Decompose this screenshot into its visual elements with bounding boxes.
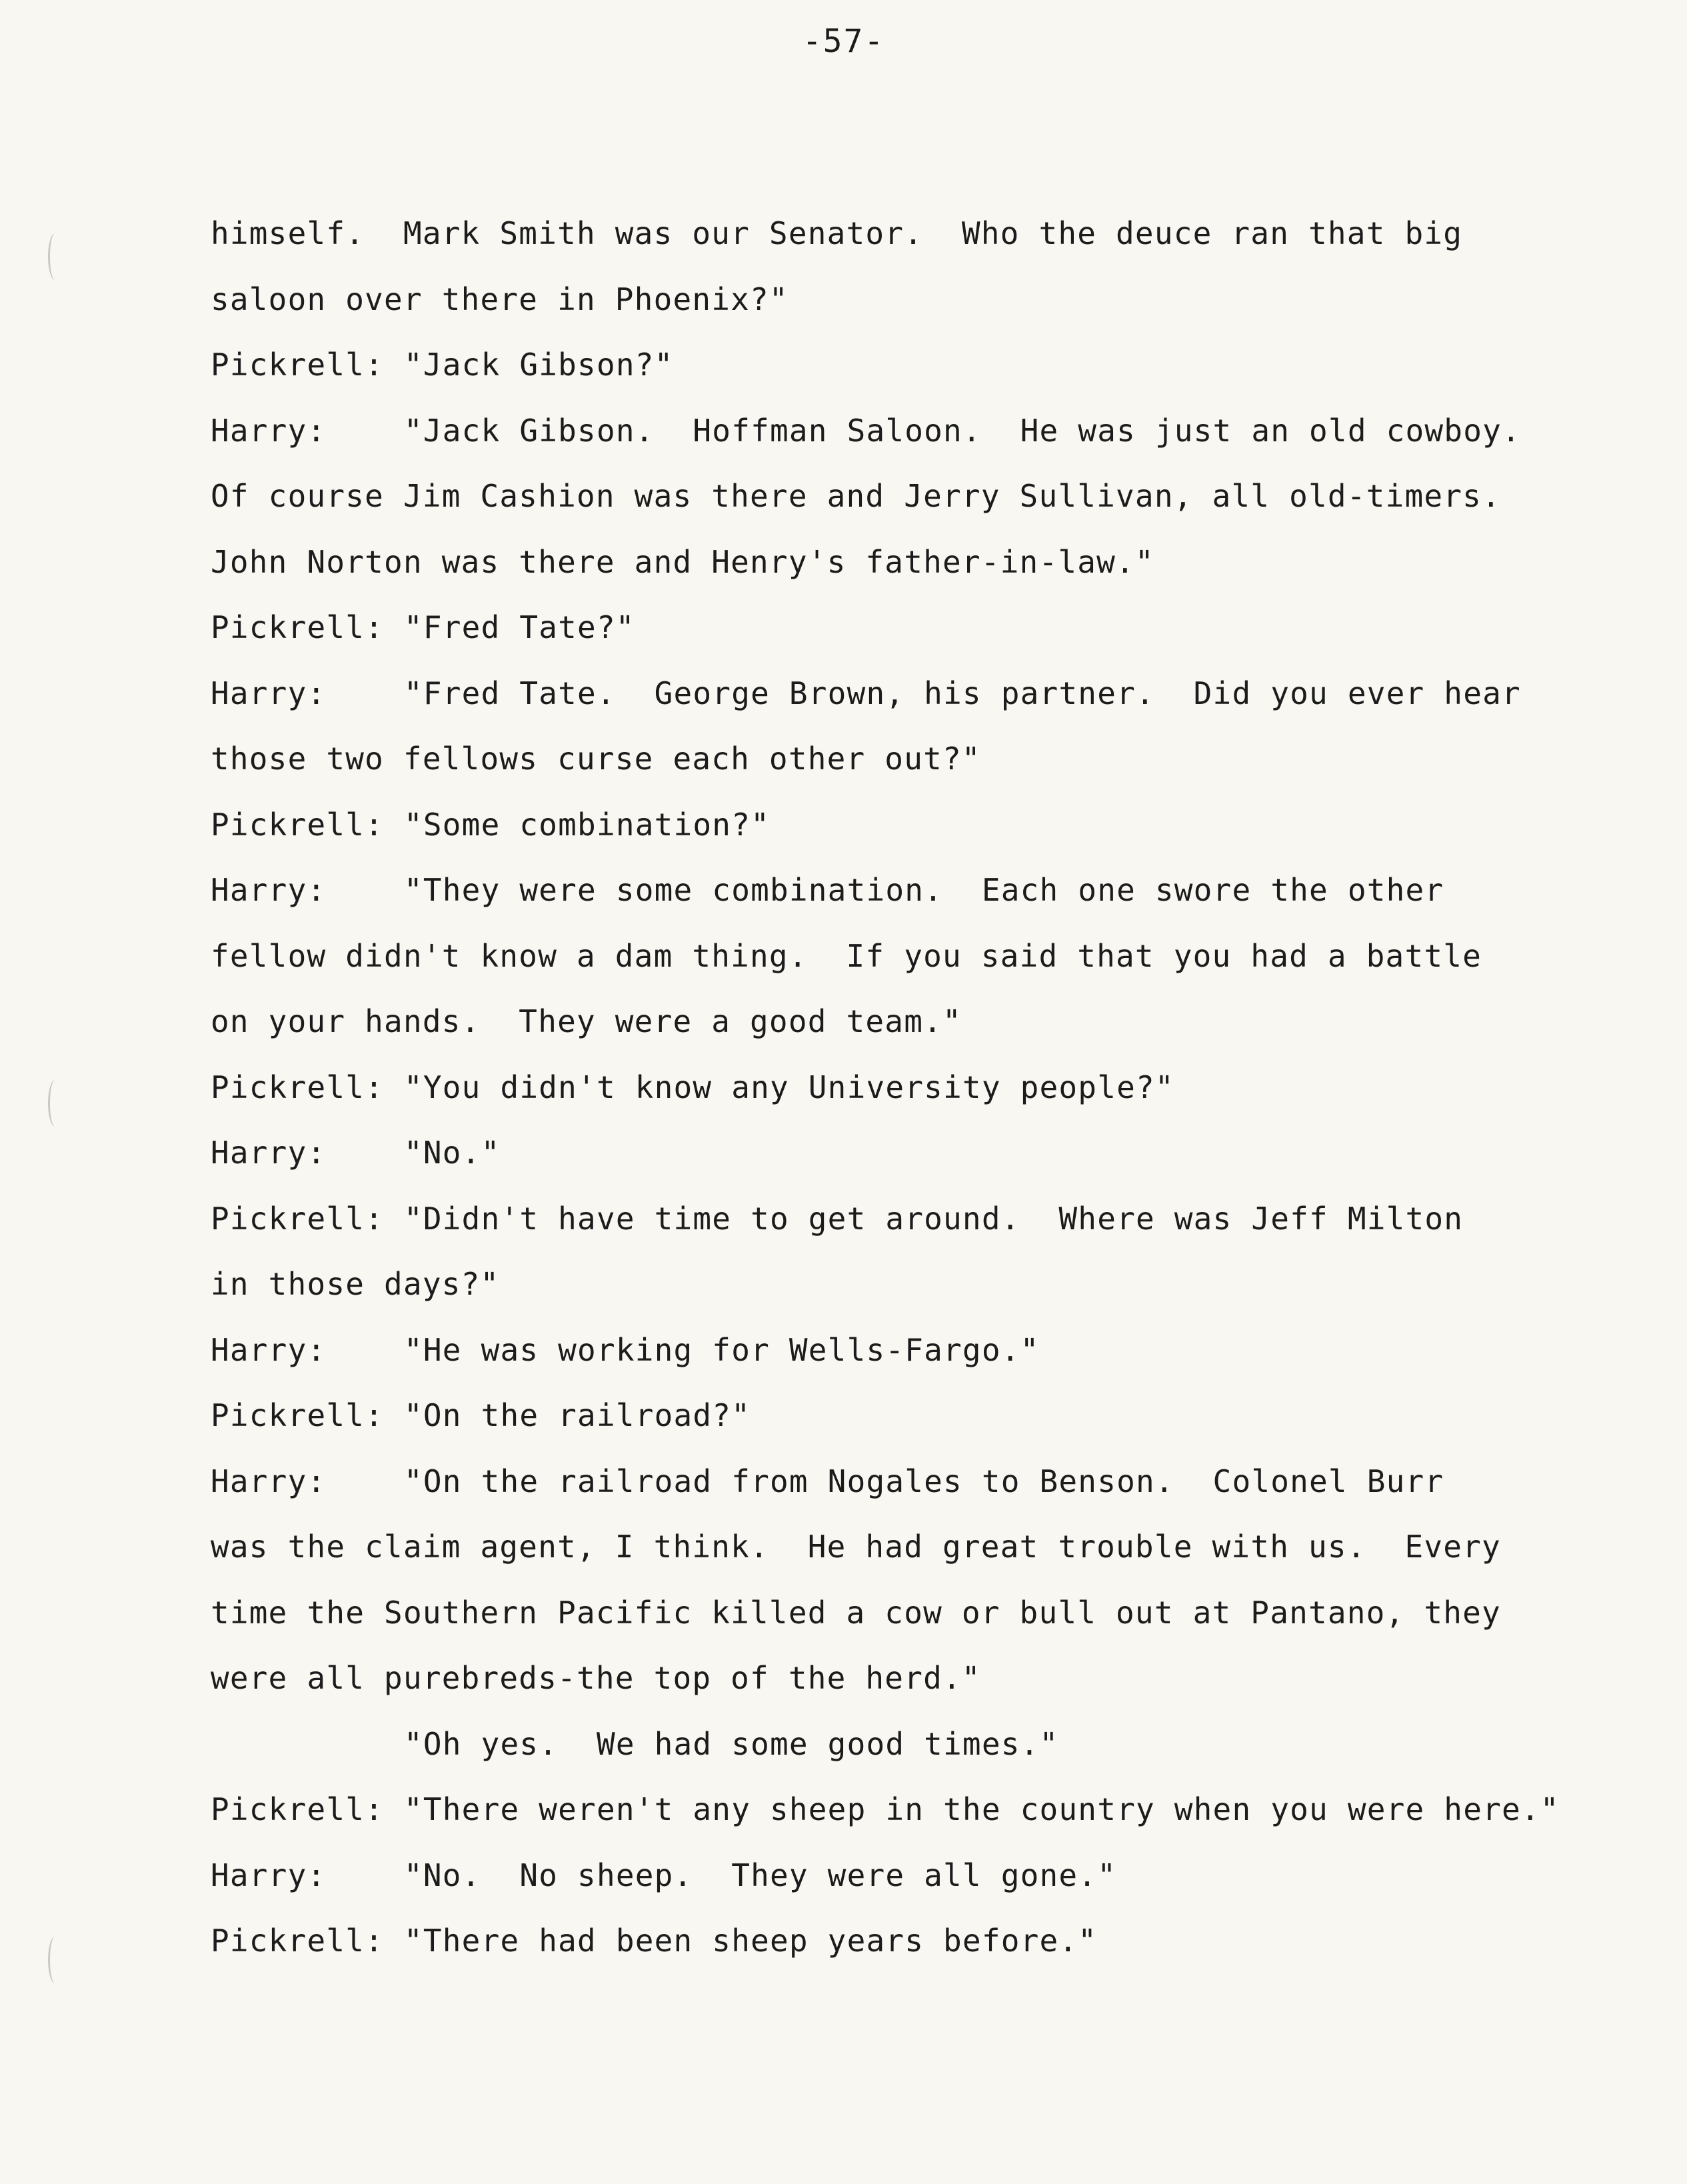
line-text: time the Southern Pacific killed a cow or bull out at Pantano, they: [211, 1594, 1501, 1631]
line-text: John Norton was there and Henry's father-in-law.": [211, 543, 1154, 580]
transcript-line: [211, 407, 1624, 473]
transcript-line: [211, 867, 1624, 933]
transcript-line: [211, 1786, 1624, 1852]
line-text: in those days?": [211, 1266, 500, 1302]
speaker-label: Pickrell:: [211, 806, 385, 843]
speaker-label: Harry:: [211, 1463, 327, 1499]
speaker-label: Pickrell:: [211, 1923, 385, 1959]
line-text: "Jack Gibson. Hoffman Saloon. He was just an old cowboy.: [404, 412, 1521, 449]
speaker-label: Pickrell:: [211, 1069, 385, 1105]
line-text: "You didn't know any University people?": [404, 1069, 1174, 1105]
transcript-line: [211, 1917, 1624, 1983]
transcript-line: [211, 1721, 1624, 1787]
speaker-label: Pickrell:: [211, 1791, 385, 1827]
line-text: "There weren't any sheep in the country when you were here.": [404, 1791, 1560, 1827]
line-text: "On the railroad?": [404, 1397, 751, 1433]
transcript-line: [211, 1523, 1624, 1589]
transcript-line: [211, 210, 1624, 276]
transcript-line: [211, 604, 1624, 670]
speaker-label: Harry:: [211, 1331, 327, 1368]
transcript-line: [211, 539, 1624, 605]
transcript-line: [211, 1064, 1624, 1130]
transcript-line: [211, 1655, 1624, 1721]
line-text: "Oh yes. We had some good times.": [404, 1725, 1059, 1762]
transcript-line: [211, 1589, 1624, 1655]
speaker-label: Harry:: [211, 1857, 327, 1893]
line-text: "Some combination?": [404, 806, 770, 843]
transcript-line: [211, 1261, 1624, 1327]
transcript-line: [211, 473, 1624, 539]
page-number: -57-: [802, 23, 885, 60]
transcript-line: [211, 998, 1624, 1064]
transcript-line: [211, 1392, 1624, 1458]
transcript-line: [211, 1458, 1624, 1524]
transcript-line: [211, 1852, 1624, 1918]
line-text: "Fred Tate?": [404, 609, 635, 645]
speaker-label: Harry:: [211, 412, 327, 449]
line-text: himself. Mark Smith was our Senator. Who the deuce ran that big: [211, 215, 1463, 251]
speaker-label: Pickrell:: [211, 1200, 385, 1237]
line-text: saloon over there in Phoenix?": [211, 281, 789, 317]
line-text: fellow didn't know a dam thing. If you said that you had a battle: [211, 937, 1482, 974]
transcript-line: [211, 735, 1624, 801]
speaker-label: Pickrell:: [211, 347, 385, 383]
line-text: Of course Jim Cashion was there and Jerry Sullivan, all old-timers.: [211, 478, 1501, 514]
line-text: "He was working for Wells-Fargo.": [404, 1331, 1040, 1368]
line-text: "There had been sheep years before.": [404, 1923, 1098, 1959]
transcript-body: [211, 210, 1624, 1983]
transcript-line: [211, 670, 1624, 736]
line-text: "Fred Tate. George Brown, his partner. Did you ever hear: [404, 675, 1521, 711]
line-text: "Jack Gibson?": [404, 347, 674, 383]
line-text: "They were some combination. Each one swore the other: [404, 872, 1444, 908]
line-text: "On the railroad from Nogales to Benson. Colonel Burr: [404, 1463, 1444, 1499]
transcript-line: [211, 933, 1624, 999]
punch-hole-mark: [48, 1937, 62, 1983]
line-text: "Didn't have time to get around. Where was Jeff Milton: [404, 1200, 1464, 1237]
line-text: those two fellows curse each other out?": [211, 741, 981, 777]
speaker-label: Harry:: [211, 675, 327, 711]
transcript-line: [211, 801, 1624, 867]
punch-hole-mark: [48, 233, 62, 280]
line-text: was the claim agent, I think. He had great trouble with us. Every: [211, 1529, 1501, 1565]
line-text: "No.": [404, 1135, 501, 1171]
transcript-line: [211, 1129, 1624, 1195]
transcript-line: [211, 276, 1624, 342]
transcript-line: [211, 1195, 1624, 1261]
line-text: were all purebreds-the top of the herd.": [211, 1660, 981, 1696]
speaker-label: Pickrell:: [211, 609, 385, 645]
transcript-line: [211, 341, 1624, 407]
speaker-label: Harry:: [211, 872, 327, 908]
punch-hole-mark: [48, 1080, 62, 1127]
transcript-line: [211, 1327, 1624, 1393]
line-text: "No. No sheep. They were all gone.": [404, 1857, 1117, 1893]
speaker-label: Pickrell:: [211, 1397, 385, 1433]
speaker-label: Harry:: [211, 1135, 327, 1171]
line-text: on your hands. They were a good team.": [211, 1003, 962, 1039]
